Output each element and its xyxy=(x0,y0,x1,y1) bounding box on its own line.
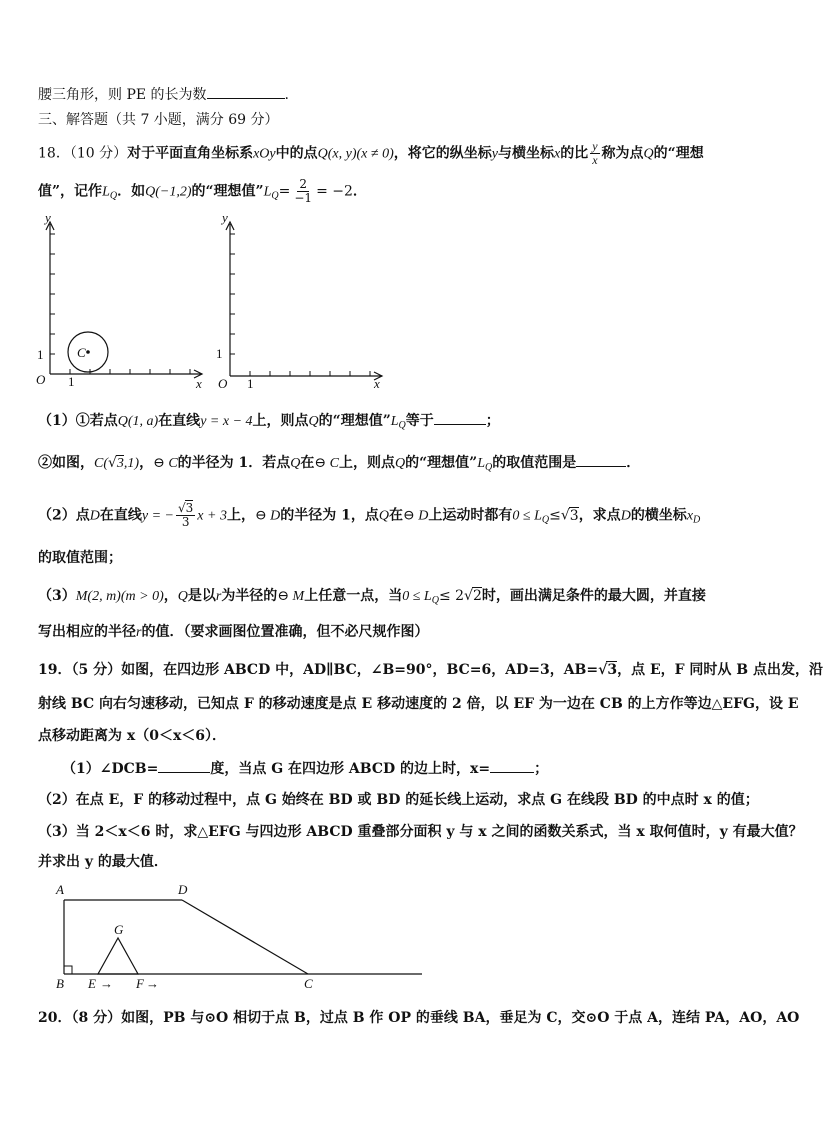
tick-label-y1: 1 xyxy=(216,346,223,361)
q19-part3: （3）当 2＜x＜6 时，求△EFG 与四边形 ABCD 重叠部分面积 y 与 x 之间的函数关系式，当 x 取何值时，y 有最大值？ xyxy=(38,824,803,840)
q19-part1: （1）∠DCB= 度，当点 G 在四边形 ABCD 的边上时，x= ； xyxy=(62,758,548,779)
right-angle-mark xyxy=(64,966,72,974)
q18-part2: （2）点D在直线y = − $\frac{√3}{3}$ x + 3上，⊖ D的半径为 1，点Q在⊖ D上运动时都有$0 \le L_Q\le√3$，求点D的横坐标$x_D$ xyxy=(38,501,701,529)
label-f: F xyxy=(136,976,144,991)
y-axis-label: y xyxy=(222,210,228,225)
q19-part2: （2）在点 E，F 的移动过程中，点 G 始终在 BD 或 BD 的延长线上运动，求点 G 在线段 BD 的中点时 x 的值； xyxy=(38,792,759,808)
label-d: D xyxy=(178,882,188,897)
answer-blank xyxy=(434,410,486,425)
origin-label: O xyxy=(218,376,228,391)
prev-text: 腰三角形，则 PE 的长为数 xyxy=(38,87,207,103)
tick-label-x1: 1 xyxy=(68,374,75,389)
x-axis-label: x xyxy=(196,376,202,391)
answer-blank xyxy=(490,758,534,773)
y-axis-label: y xyxy=(45,210,51,225)
label-a: A xyxy=(56,882,64,897)
q19-line-2: 射线 BC 向右匀速移动，已知点 F 的移动速度是点 E 移动速度的 2 倍，以 EF 为一边在 CB 的上方作等边△EFG，设 E xyxy=(38,696,799,712)
x-axis-label: x xyxy=(374,376,380,391)
q19-part3-cont: 并求出 y 的最大值． xyxy=(38,854,168,870)
q18-part1-item2: ②如图，C(√3,1)，⊖ C的半径为 1．若点Q在⊖ C上，则点Q的“理想值$”L_Q$的取值范围是 ． xyxy=(38,452,640,478)
q18-line-2: 值”，记作$L_Q$．如Q(−1,2)的“理想值$”L_Q=$ $\frac{2}{-1}$ = −2． xyxy=(38,177,367,205)
label-b: B xyxy=(56,976,64,991)
segment-dc xyxy=(182,900,308,974)
q19-line-3: 点移动距离为 x（0＜x＜6）． xyxy=(38,728,227,744)
fraction-2-over-minus1: $\frac{2}{-1}$ xyxy=(294,177,313,205)
q18-part2-cont: 的取值范围； xyxy=(38,550,122,566)
section-heading: 三、解答题（共 7 小题，满分 69 分） xyxy=(38,112,279,128)
label-c: C xyxy=(77,345,86,360)
fraction-sqrt3-over-3: $\frac{√3}{3}$ xyxy=(177,501,194,529)
origin-label: O xyxy=(36,372,46,387)
q19-line-1: 19．（5 分）如图，在四边形 ABCD 中，AD∥BC，∠B=90°，BC=6，AD=3，AB=√3，点 E，F 同时从 B 点出发，沿 xyxy=(38,662,823,678)
coordinate-figure-2 xyxy=(214,212,390,392)
q18-part1-item1: （1）①若点Q(1, a)在直线y = x − 4上，则点Q的“理想值$”L_Q$等于 ； xyxy=(38,410,500,436)
center-point-c xyxy=(86,350,90,354)
answer-blank xyxy=(158,758,210,773)
label-c: C xyxy=(304,976,313,991)
quadrilateral-figure xyxy=(50,880,430,994)
q18-part3: （3）M(2, m)(m > 0)，Q是以r为半径的⊖ M上任意一点，当$0 \le L_Q\le 2√2$时，画出满足条件的最大圆，并直接 xyxy=(38,588,706,606)
answer-blank xyxy=(576,452,626,467)
arrow-e: → xyxy=(100,976,113,991)
tick-label-y1: 1 xyxy=(37,347,44,362)
q18-line-1: 18．（10 分）对于平面直角坐标系xOy中的点Q(x, y)(x ≠ 0)，将它的纵坐标y与横坐标x的比 $\frac{y}{x}$ 称为点Q的“理想 xyxy=(38,139,704,167)
label-e: E xyxy=(88,976,96,991)
tick-label-x1: 1 xyxy=(247,376,254,391)
fraction-y-over-x: $\frac{y}{x}$ xyxy=(592,139,598,167)
prev-question-tail: 腰三角形，则 PE 的长为数 . xyxy=(38,84,289,105)
coordinate-figure-1 xyxy=(34,212,210,392)
q20-line-1: 20．（8 分）如图，PB 与⊙O 相切于点 B，过点 B 作 OP 的垂线 BA，垂足为 C，交⊙O 于点 A，连结 PA，AO，AO xyxy=(38,1010,800,1026)
triangle-efg xyxy=(98,938,138,974)
answer-blank xyxy=(207,84,285,99)
label-g: G xyxy=(114,922,124,937)
q18-part3-cont: 写出相应的半径r的值．（要求画图位置准确，但不必尺规作图） xyxy=(38,624,429,640)
arrow-f: → xyxy=(146,976,159,991)
